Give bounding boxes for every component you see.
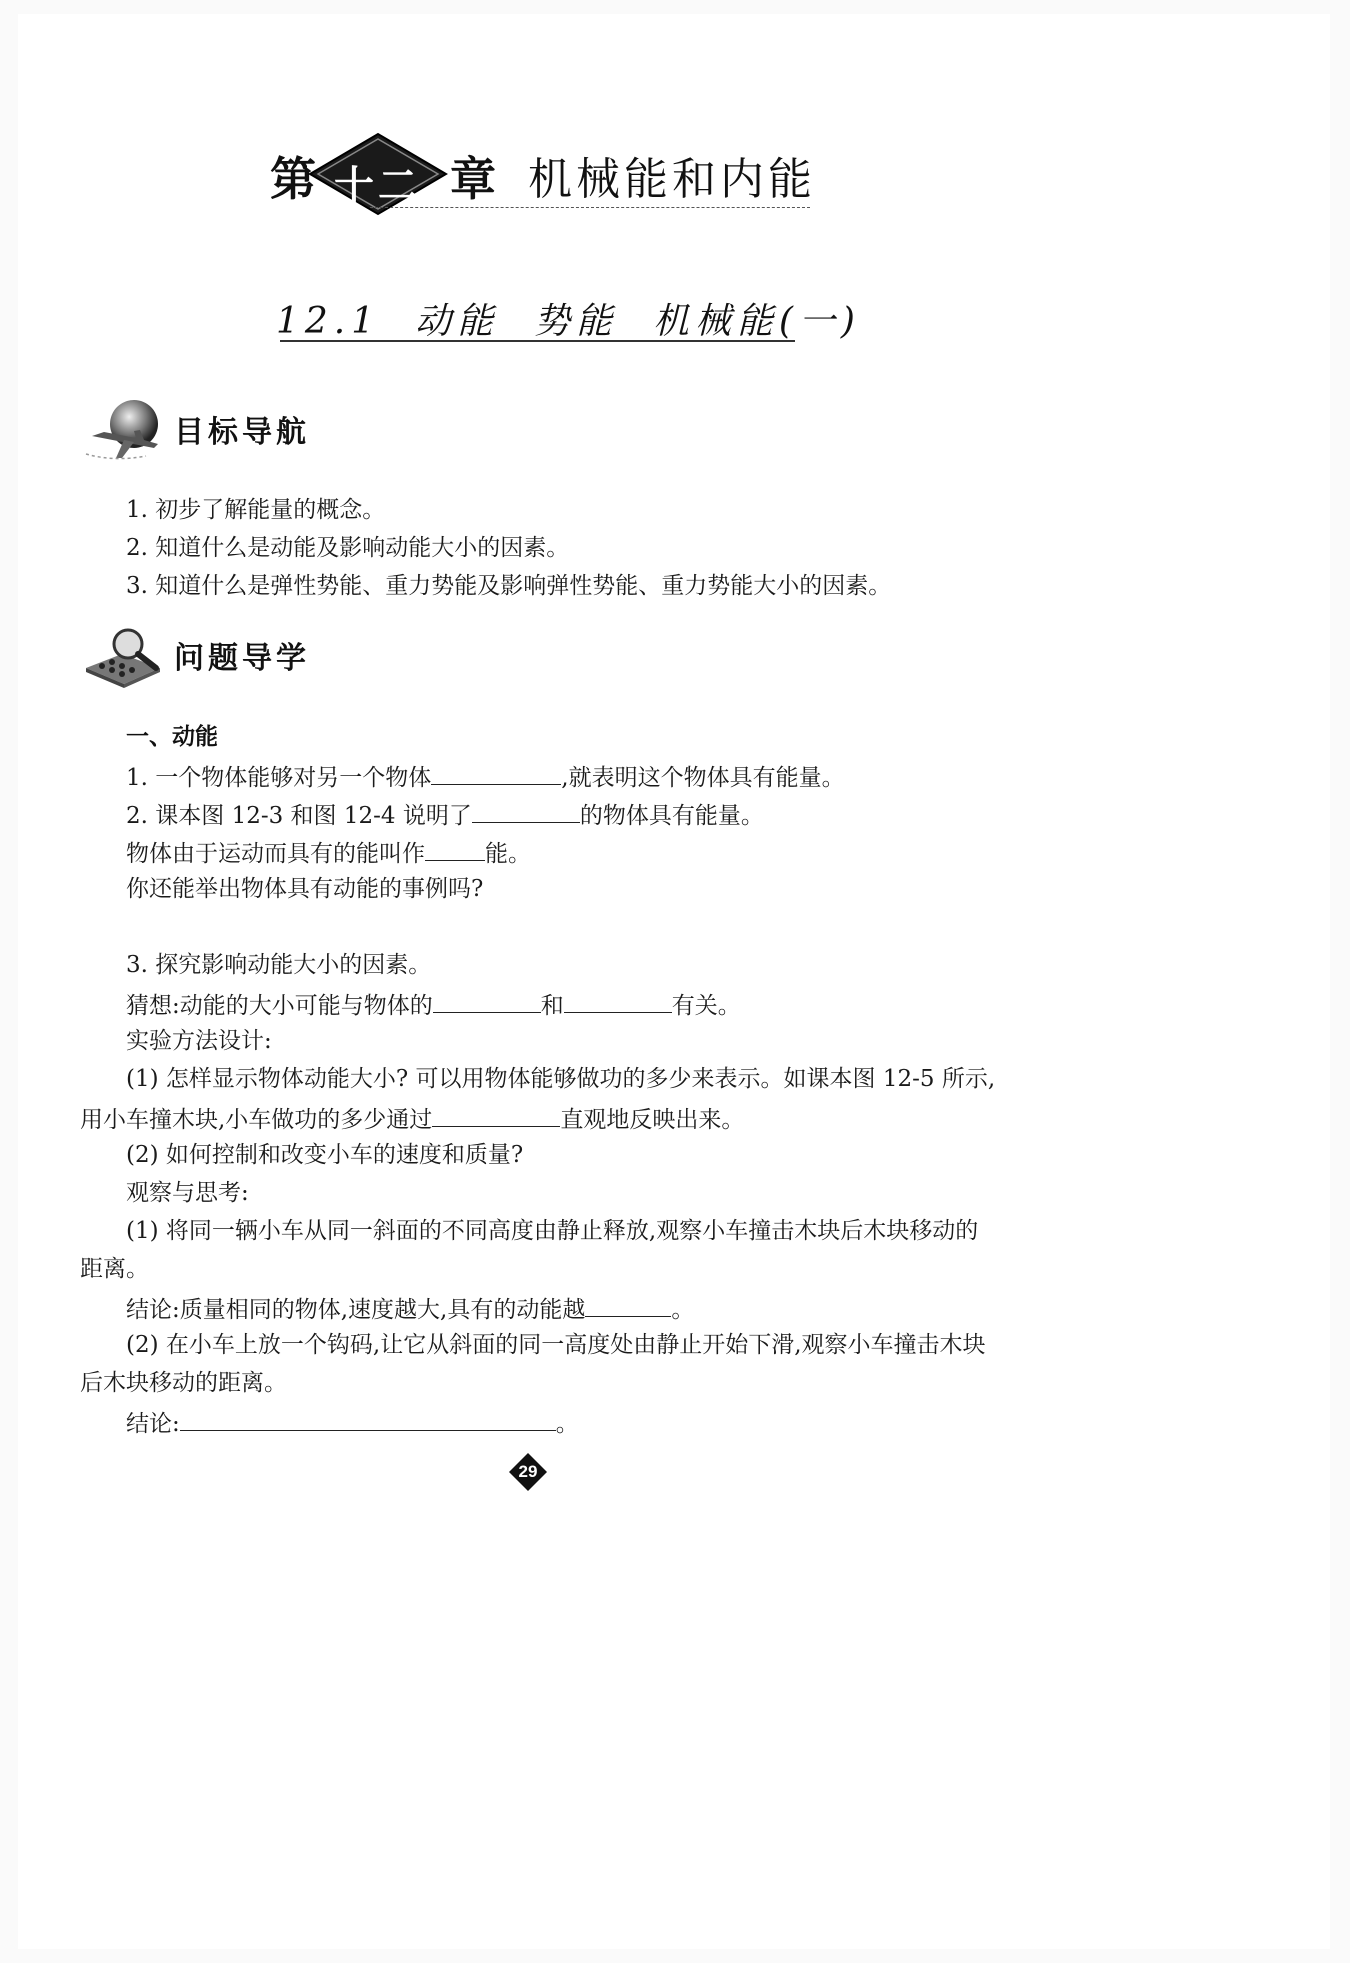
conclusion-2 (126, 1410, 579, 1436)
question-3: 3. 探究影响动能大小的因素。 (126, 952, 432, 978)
section-rule (280, 340, 795, 342)
page (18, 14, 1330, 1949)
chapter-number-diamond (308, 132, 448, 216)
magnifier-icon (82, 624, 174, 688)
chapter-suffix: 章 (450, 152, 496, 206)
chapter-title: 机械能和内能 (528, 154, 816, 205)
question-2-text-end: 的物体具有能量。 (579, 803, 764, 829)
answer-blank-8[interactable] (180, 1410, 556, 1431)
chapter-number: 十二 (334, 162, 422, 209)
guide-heading: 问题导学 (174, 641, 310, 676)
globe-plane-icon (84, 396, 174, 468)
answer-blank-3[interactable] (425, 840, 485, 861)
question-2c: 你还能举出物体具有动能的事例吗? (126, 876, 484, 902)
guess-line (126, 992, 741, 1018)
question-2b-text: 物体由于运动而具有的能叫作 (126, 841, 425, 867)
answer-blank-7[interactable] (585, 1296, 671, 1317)
goals-heading: 目标导航 (174, 415, 310, 450)
conclusion-1 (126, 1296, 694, 1322)
answer-blank-4[interactable] (433, 992, 541, 1013)
goal-item-2: 2. 知道什么是动能及影响动能大小的因素。 (126, 535, 570, 561)
goal-item-1: 1. 初步了解能量的概念。 (126, 497, 386, 523)
page-number: 29 (518, 1462, 538, 1481)
conclusion-2-text-end: 。 (555, 1411, 579, 1437)
conclusion-2-text: 结论: (126, 1411, 180, 1437)
answer-blank-6[interactable] (432, 1106, 560, 1127)
question-1 (126, 764, 845, 790)
question-1-text-end: ,就表明这个物体具有能量。 (561, 765, 845, 791)
chapter-rule (370, 207, 810, 208)
conclusion-1-text-end: 。 (671, 1297, 695, 1323)
question-2b-text-end: 能。 (485, 841, 531, 867)
method-part-1-line-2 (80, 1106, 744, 1132)
method-part-2: (2) 如何控制和改变小车的速度和质量? (126, 1142, 524, 1168)
section-title: 12.1 动能 势能 机械能(一) (276, 301, 861, 342)
method-label: 实验方法设计: (126, 1028, 272, 1054)
answer-blank-1[interactable] (431, 764, 561, 785)
answer-blank-5[interactable] (564, 992, 672, 1013)
observation-1-line-1: (1) 将同一辆小车从同一斜面的不同高度由静止释放,观察小车撞击木块后木块移动的 (126, 1218, 979, 1244)
observation-1-line-2: 距离。 (80, 1256, 149, 1282)
observe-label: 观察与思考: (126, 1180, 249, 1206)
question-2b (126, 840, 531, 866)
method-part-1-text: 用小车撞木块,小车做功的多少通过 (80, 1107, 433, 1133)
answer-blank-2[interactable] (472, 802, 580, 823)
question-2 (126, 802, 764, 828)
observation-2-line-2: 后木块移动的距离。 (80, 1370, 287, 1396)
subheading-kinetic: 一、动能 (126, 724, 218, 750)
method-part-1-text-end: 直观地反映出来。 (560, 1107, 745, 1133)
question-1-text: 1. 一个物体能够对另一个物体 (126, 765, 432, 791)
goal-item-3: 3. 知道什么是弹性势能、重力势能及影响弹性势能、重力势能大小的因素。 (126, 573, 892, 599)
observation-2-line-1: (2) 在小车上放一个钩码,让它从斜面的同一高度处由静止开始下滑,观察小车撞击木块 (126, 1332, 986, 1358)
chapter-prefix: 第 (270, 152, 316, 206)
guess-text-end: 有关。 (671, 993, 741, 1019)
conclusion-1-text: 结论:质量相同的物体,速度越大,具有的动能越 (126, 1297, 586, 1323)
page-number-badge (508, 1452, 548, 1492)
guess-text: 猜想:动能的大小可能与物体的 (126, 993, 433, 1019)
question-2-text: 2. 课本图 12-3 和图 12-4 说明了 (126, 803, 472, 829)
method-part-1-line-1: (1) 怎样显示物体动能大小? 可以用物体能够做功的多少来表示。如课本图 12-5 所示, (126, 1066, 996, 1092)
guess-and: 和 (540, 993, 564, 1019)
